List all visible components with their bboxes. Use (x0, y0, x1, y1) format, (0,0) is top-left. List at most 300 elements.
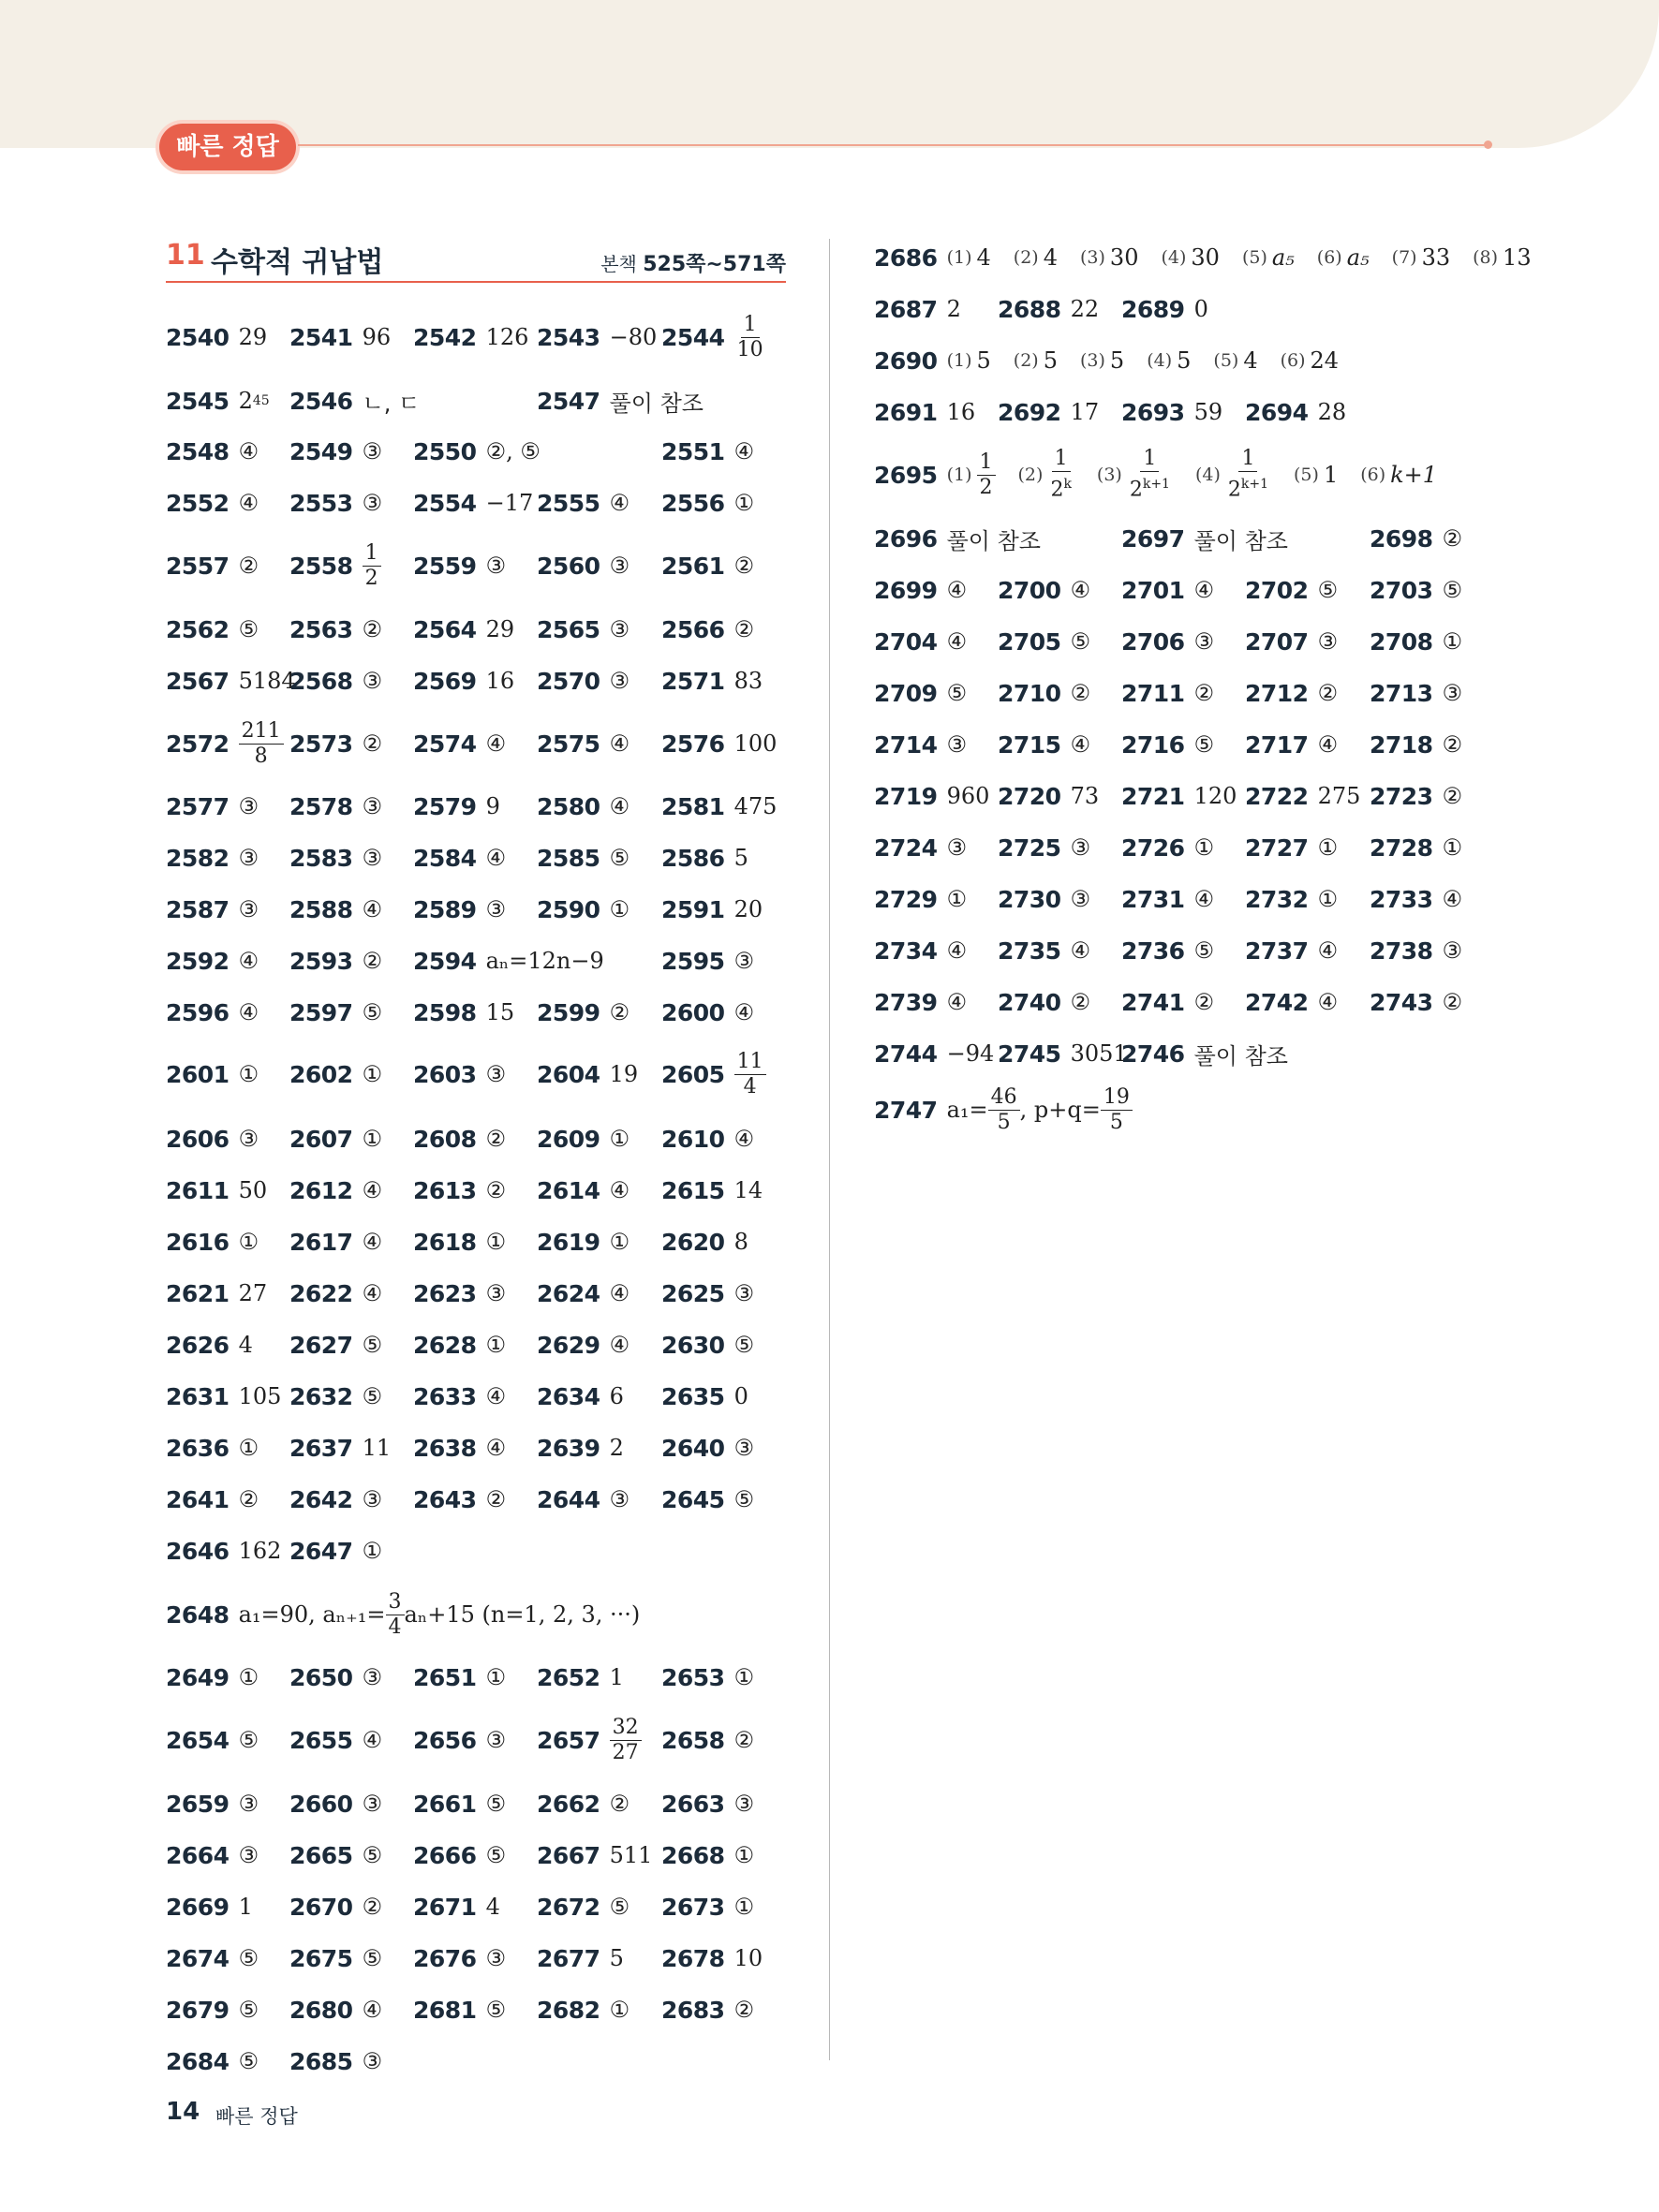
sub-answer-label: (1) (946, 247, 972, 268)
problem-number: 2572 (166, 730, 230, 758)
answer-item (289, 1721, 382, 1759)
answer-value: ④ (238, 490, 259, 516)
answer-item (289, 484, 382, 522)
answer-item (1370, 674, 1462, 712)
answer-item (166, 1939, 259, 1977)
problem-number: 2613 (413, 1176, 477, 1204)
sub-answer-label: (4) (1161, 247, 1187, 268)
answer-item (537, 788, 630, 825)
answer-item (1121, 880, 1214, 918)
answer-value (610, 1716, 642, 1765)
answer-item (166, 1659, 259, 1696)
problem-number: 2573 (289, 730, 353, 758)
answer-value: ④ (362, 1280, 383, 1306)
answer-item (166, 891, 259, 928)
sub-answer-label: (5) (1294, 465, 1319, 485)
sub-answer (947, 244, 991, 271)
numerator: 46 (988, 1085, 1020, 1111)
answer-item (661, 312, 766, 361)
answer-item (289, 891, 382, 928)
answer-value: −17 (485, 490, 534, 516)
answer-value: ④ (946, 628, 968, 655)
answer-item (413, 1939, 506, 1977)
answer-value: ① (485, 1664, 507, 1690)
page-number: 14 (166, 2098, 200, 2126)
answer-item (166, 547, 259, 584)
answer-value: ④ (609, 1280, 630, 1306)
answer-item (1245, 880, 1338, 918)
answer-item (537, 1055, 638, 1093)
answer-item (874, 983, 967, 1021)
answer-item (874, 726, 967, 763)
answer-value: ① (238, 1229, 259, 1255)
answer-value: ③ (485, 553, 507, 579)
answer-item (537, 1888, 630, 1925)
answer-item (413, 1223, 506, 1261)
sub-answer-value: k+1 (1390, 462, 1438, 488)
answer-value: ② (485, 1177, 507, 1203)
answer-value: ③ (362, 1486, 383, 1512)
problem-number: 2584 (413, 844, 477, 872)
answer-value: 162 (238, 1538, 282, 1564)
answer-item (661, 1836, 754, 1874)
answer-item (998, 1035, 1128, 1072)
answer-value: ① (733, 490, 755, 516)
sub-answer (1392, 244, 1450, 271)
numerator: 1 (1140, 447, 1159, 472)
answer-item (413, 433, 541, 470)
problem-number: 2659 (166, 1790, 230, 1818)
answer-item (1121, 1035, 1288, 1072)
sub-answer-label: (1) (946, 350, 972, 371)
answer-item (166, 1326, 253, 1364)
problem-number: 2610 (661, 1125, 725, 1153)
problem-number: 2673 (661, 1893, 725, 1921)
sub-answer-label: (4) (1194, 465, 1221, 485)
answer-item (1121, 932, 1214, 969)
answer-value: 풀이 참조 (1193, 1042, 1288, 1069)
answer-item (874, 1084, 1133, 1134)
answer-item (537, 1120, 630, 1158)
answer-item (289, 1223, 382, 1261)
answer-value: ③ (946, 731, 968, 758)
answer-value: 1 (238, 1894, 253, 1920)
answer-value: ② (1070, 989, 1091, 1015)
problem-number: 2654 (166, 1726, 230, 1754)
answer-value: 28 (1317, 399, 1347, 425)
numerator: 11 (734, 1050, 766, 1075)
problem-number: 2658 (661, 1726, 725, 1754)
problem-number: 2739 (874, 988, 938, 1016)
denominator: 2$^k$ (1050, 477, 1072, 502)
problem-number: 2604 (537, 1060, 600, 1088)
problem-number: 2689 (1121, 295, 1185, 323)
problem-number: 2614 (537, 1176, 600, 1204)
answer-item (537, 1659, 624, 1696)
answer-item (1121, 777, 1237, 815)
answer-item (413, 1888, 500, 1925)
answer-value: ② (1442, 731, 1463, 758)
problem-number: 2685 (289, 2047, 353, 2075)
problem-number: 2585 (537, 844, 600, 872)
answer-value: ③ (733, 1791, 755, 1817)
problem-number: 2546 (289, 387, 353, 415)
answer-item (537, 1172, 630, 1209)
problem-number: 2655 (289, 1726, 353, 1754)
sub-answer-label: (5) (1213, 350, 1239, 371)
answer-value: 5 (733, 845, 748, 871)
answer-item (413, 1991, 506, 2028)
problem-number: 2725 (998, 833, 1061, 862)
problem-number: 2719 (874, 782, 938, 810)
answer-item (537, 318, 657, 356)
answer-value: a₁=90, aₙ₊₁= $\frac{3}{4}$ aₙ+15 (n=1, 2, 3, ···) (238, 1589, 641, 1639)
answer-item (166, 318, 267, 356)
problem-number: 2687 (874, 295, 938, 323)
problem-number: 2581 (661, 792, 725, 820)
answer-item (166, 1120, 259, 1158)
answer-item (661, 942, 754, 980)
answer-value: ④ (946, 989, 968, 1015)
section-title: 수학적 귀납법 (211, 246, 384, 279)
answer-item (289, 662, 382, 700)
answer-item (874, 520, 1041, 557)
answer-value: 73 (1070, 783, 1100, 809)
answer-item (166, 718, 284, 768)
answer-value: 14 (733, 1177, 763, 1203)
answer-value: ⑤ (485, 1842, 507, 1868)
answer-value: 120 (1193, 783, 1237, 809)
answer-item (1245, 983, 1338, 1021)
problem-number: 2557 (166, 552, 230, 580)
denominator: 8 (254, 744, 268, 768)
answer-item (998, 829, 1090, 866)
answer-value: ② (485, 1126, 507, 1152)
problem-number: 2747 (874, 1096, 938, 1124)
problem-number: 2617 (289, 1228, 353, 1256)
answer-item (1245, 623, 1338, 660)
answer-value: ④ (485, 845, 507, 871)
problem-number: 2746 (1121, 1040, 1185, 1068)
problem-number: 2691 (874, 398, 938, 426)
fraction (977, 450, 996, 500)
problem-number: 2733 (1370, 885, 1433, 913)
answer-value: ⑤ (238, 1727, 259, 1753)
answer-value: 10 (733, 1945, 763, 1971)
problem-number: 2683 (661, 1996, 725, 2024)
answer-value: ① (609, 896, 630, 922)
sub-answer-label: (1) (946, 465, 972, 485)
answer-value: ⑤ (609, 845, 630, 871)
answer-item (289, 1429, 391, 1467)
problem-number: 2703 (1370, 576, 1433, 604)
answer-value: ⑤ (238, 616, 259, 642)
answer-item (289, 382, 420, 420)
answer-item (661, 547, 754, 584)
answer-item (1370, 880, 1462, 918)
problem-number: 2560 (537, 552, 600, 580)
sub-answer-value: 30 (1109, 244, 1139, 271)
problem-number: 2723 (1370, 782, 1433, 810)
answer-value: aₙ=12n−9 (485, 948, 604, 974)
section-number: 11 (166, 239, 205, 272)
problem-number: 2609 (537, 1125, 600, 1153)
answer-value: 4 (238, 1332, 253, 1358)
problem-number: 2542 (413, 323, 477, 351)
answer-value: ④ (238, 948, 259, 974)
answer-item (289, 839, 382, 877)
problem-number: 2662 (537, 1790, 600, 1818)
exponent: k+1 (1142, 477, 1170, 493)
numerator: 211 (239, 719, 284, 745)
sub-answer-label: (7) (1391, 247, 1417, 268)
answer-item (537, 547, 630, 584)
answer-item (413, 611, 514, 648)
answer-item (874, 571, 967, 609)
sub-answer-label: (8) (1473, 247, 1499, 268)
problem-number: 2577 (166, 792, 230, 820)
problem-number: 2701 (1121, 576, 1185, 604)
problem-number: 2720 (998, 782, 1061, 810)
answer-value: 5 (609, 1945, 624, 1971)
answer-value: −94 (946, 1040, 995, 1067)
problem-number: 2698 (1370, 524, 1433, 553)
answer-item (166, 382, 270, 420)
answer-value: ⑤ (362, 1842, 383, 1868)
sub-answer-label: (6) (1316, 247, 1342, 268)
problem-number: 2593 (289, 947, 353, 975)
answer-value: a₁= $\frac{46}{5}$ , p+q= $\frac{19}{5}$ (947, 1085, 1133, 1135)
answer-value: 29 (485, 616, 515, 642)
problem-number: 2578 (289, 792, 353, 820)
answer-value: 9 (485, 793, 500, 819)
answer-item (289, 1120, 382, 1158)
problem-number: 2624 (537, 1279, 600, 1307)
answer-value: ① (609, 1126, 630, 1152)
answer-value: 16 (946, 399, 976, 425)
sub-answer (1018, 447, 1074, 502)
answer-value: ⑤ (609, 1894, 630, 1920)
answer-item (661, 1378, 748, 1415)
answer-value: ③ (1070, 834, 1091, 861)
problem-number: 2576 (661, 730, 725, 758)
answer-value: ③ (609, 553, 630, 579)
answer-item (1370, 623, 1462, 660)
problem-number: 2697 (1121, 524, 1185, 553)
problem-number: 2629 (537, 1331, 600, 1359)
problem-number: 2714 (874, 730, 938, 759)
problem-number: 2543 (537, 323, 600, 351)
answer-value: ④ (733, 999, 755, 1025)
numerator: 1 (363, 541, 381, 567)
fraction (1047, 447, 1074, 502)
answer-value: ② (1193, 680, 1215, 706)
answer-value: 59 (1193, 399, 1223, 425)
problem-number: 2565 (537, 615, 600, 643)
problem-number: 2675 (289, 1944, 353, 1972)
answer-item (166, 662, 296, 700)
answer-value: ⑤ (362, 1383, 383, 1409)
problem-number: 2618 (413, 1228, 477, 1256)
sub-answer-label: (6) (1280, 350, 1306, 371)
problem-number: 2574 (413, 730, 477, 758)
answer-item (661, 662, 763, 700)
answer-value: ⑤ (733, 1332, 755, 1358)
answer-item (289, 433, 382, 470)
problem-number: 2648 (166, 1600, 230, 1629)
answer-item (874, 1035, 994, 1072)
answer-item (537, 1275, 630, 1312)
answer-value: 8 (733, 1229, 748, 1255)
sub-answer-value: 5 (976, 347, 991, 374)
problem-number: 2545 (166, 387, 230, 415)
answer-item (661, 1939, 763, 1977)
answer-value: ⑤ (238, 1997, 259, 2023)
numerator: 1 (1238, 447, 1257, 472)
problem-number: 2607 (289, 1125, 353, 1153)
answer-value: ① (1442, 628, 1463, 655)
answer-value: 20 (733, 896, 763, 922)
fraction (386, 1590, 405, 1640)
answer-value: ③ (238, 896, 259, 922)
answer-item (537, 1715, 642, 1764)
answer-value: ③ (485, 896, 507, 922)
answer-item (166, 1836, 259, 1874)
answer-value: 17 (1070, 399, 1100, 425)
sub-answer (1473, 244, 1531, 271)
problem-number: 2696 (874, 524, 938, 553)
sub-answer (1080, 347, 1124, 374)
answer-item (1121, 674, 1214, 712)
answer-item (998, 777, 1099, 815)
answer-value: ② (733, 1997, 755, 2023)
answer-value: ② (362, 616, 383, 642)
answer-value: ⑤ (238, 1945, 259, 1971)
answer-item (1245, 726, 1338, 763)
problem-number: 2552 (166, 489, 230, 517)
problem-number: 2589 (413, 895, 477, 923)
answer-value (734, 1050, 766, 1099)
problem-number: 2684 (166, 2047, 230, 2075)
problem-number: 2661 (413, 1790, 477, 1818)
answer-value: ② (733, 1727, 755, 1753)
answer-value: ① (485, 1332, 507, 1358)
answer-item (998, 674, 1090, 712)
problem-number: 2611 (166, 1176, 230, 1204)
answer-item (874, 623, 967, 660)
answer-item (413, 1721, 506, 1759)
answer-value: ② (1317, 680, 1339, 706)
problem-number: 2702 (1245, 576, 1309, 604)
section-underline (166, 281, 786, 283)
problem-number: 2730 (998, 885, 1061, 913)
sub-answer-label: (6) (1360, 465, 1386, 485)
section-ref-prefix: 본책 (600, 253, 644, 275)
sub-answer (1014, 347, 1058, 374)
answer-value: ① (1442, 834, 1463, 861)
fraction (610, 1716, 642, 1765)
answer-item (289, 1275, 382, 1312)
answer-item (289, 611, 382, 648)
problem-number: 2707 (1245, 627, 1309, 656)
numerator: 32 (610, 1716, 642, 1741)
problem-number: 2608 (413, 1125, 477, 1153)
answer-value: ③ (609, 1486, 630, 1512)
answer-value: 29 (238, 324, 268, 350)
answer-item (289, 1939, 382, 1977)
answer-value: ② (1442, 525, 1463, 552)
answer-value: ㄴ, ㄷ (362, 390, 421, 417)
problem-number: 2704 (874, 627, 938, 656)
answer-value: ③ (362, 845, 383, 871)
answer-item (289, 725, 382, 762)
answer-value: ④ (1317, 937, 1339, 964)
answer-item (166, 2042, 259, 2080)
answer-item (661, 1721, 754, 1759)
problem-number: 2690 (874, 347, 938, 375)
answer-item (166, 1172, 267, 1209)
answer-value: ③ (1070, 886, 1091, 912)
answer-item (413, 547, 506, 584)
answer-item (413, 725, 506, 762)
problem-number: 2627 (289, 1331, 353, 1359)
answer-item (661, 1049, 766, 1099)
problem-number: 2709 (874, 679, 938, 707)
problem-number: 2541 (289, 323, 353, 351)
answer-item (1370, 726, 1462, 763)
answer-value (363, 541, 381, 591)
numerator: 1 (1052, 447, 1071, 472)
sub-answer (1080, 244, 1138, 271)
answer-item (661, 1326, 754, 1364)
problem-number: 2586 (661, 844, 725, 872)
sub-answer-value: 13 (1503, 244, 1532, 271)
problem-number: 2622 (289, 1279, 353, 1307)
answer-value: ① (485, 1229, 507, 1255)
answer-item (166, 942, 259, 980)
answer-item (289, 942, 382, 980)
problem-number: 2587 (166, 895, 230, 923)
answer-value: 11 (362, 1435, 392, 1461)
problem-number: 2570 (537, 667, 600, 695)
problem-number: 2637 (289, 1434, 353, 1462)
answer-item (537, 1991, 630, 2028)
problem-number: 2657 (537, 1726, 600, 1754)
answer-value: 50 (238, 1177, 268, 1203)
answer-value: ③ (362, 2048, 383, 2074)
sub-answer-value: 4 (976, 244, 991, 271)
answer-value: ④ (485, 730, 507, 757)
problem-number: 2694 (1245, 398, 1309, 426)
answer-value: ① (362, 1538, 383, 1564)
answer-value: ③ (733, 948, 755, 974)
answer-value: ① (609, 1229, 630, 1255)
answer-item (537, 839, 630, 877)
answer-item (1370, 932, 1462, 969)
problem-number: 2592 (166, 947, 230, 975)
sub-answer (1147, 347, 1191, 374)
problem-number: 2590 (537, 895, 600, 923)
answer-item (874, 290, 961, 328)
answer-item (1370, 983, 1462, 1021)
denominator: 4 (388, 1615, 402, 1639)
answer-value: ② (362, 948, 383, 974)
problem-number: 2724 (874, 833, 938, 862)
answer-value: ① (609, 1997, 630, 2023)
answer-item (166, 1429, 259, 1467)
answer-item (874, 239, 1554, 276)
answer-value: ③ (733, 1435, 755, 1461)
